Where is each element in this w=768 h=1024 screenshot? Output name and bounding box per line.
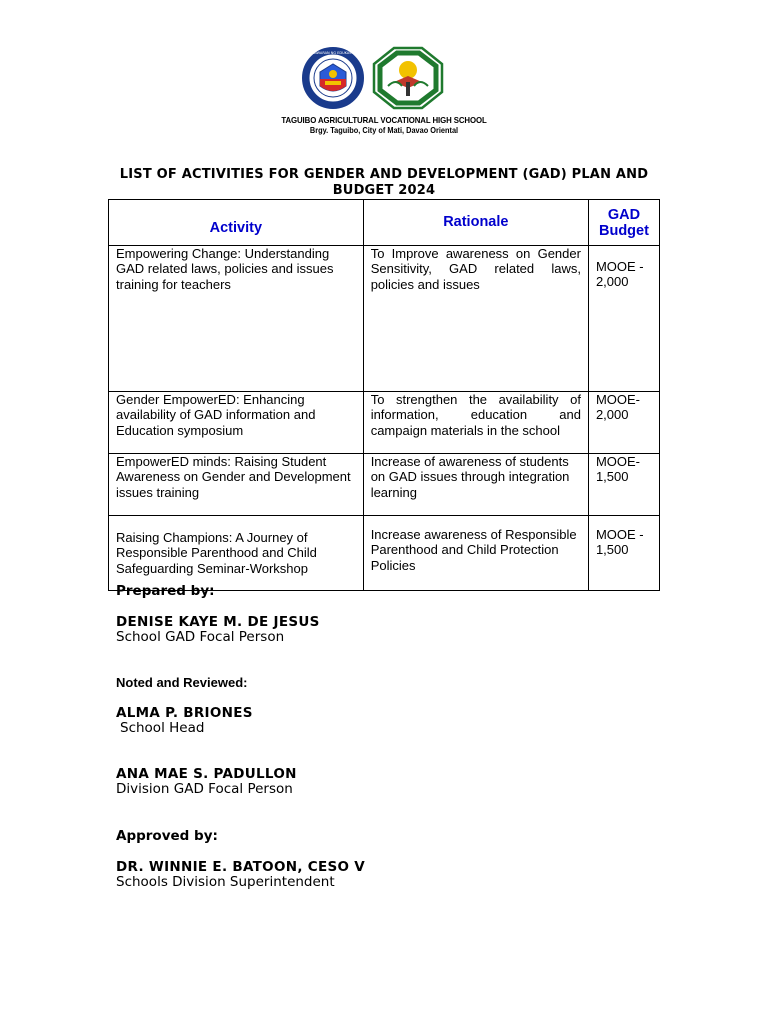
deped-seal-text: KAGAWARAN NG EDUKASYON [307, 51, 359, 55]
budget-cell: MOOE- 2,000 [588, 392, 659, 454]
table-row [109, 246, 660, 392]
school-name: TAGUIBO AGRICULTURAL VOCATIONAL HIGH SCHOOL [281, 115, 487, 125]
table-header-row [109, 200, 660, 246]
approved-by-role: Schools Division Superintendent [116, 874, 335, 890]
budget-cell: MOOE - 2,000 [588, 246, 659, 392]
activity-cell: EmpowerED minds: Raising Student Awareness on Gender and Development issues training [109, 454, 364, 516]
noted-name-1: ALMA P. BRIONES [116, 705, 253, 721]
rationale-cell: To Improve awareness on Gender Sensitivity, GAD related laws, policies and issues [363, 246, 588, 392]
rationale-cell: To strengthen the availability of information, education and campaign materials in the school [363, 392, 588, 454]
header-rationale: Rationale [363, 200, 588, 246]
table-row [109, 516, 660, 591]
budget-cell: MOOE - 1,500 [588, 516, 659, 591]
activities-table [108, 199, 660, 591]
table-row [109, 392, 660, 454]
table-row [109, 454, 660, 516]
approved-by-name: DR. WINNIE E. BATOON, CESO V [116, 859, 366, 875]
school-address: Brgy. Taguibo, City of Mati, Davao Oriental [309, 126, 459, 135]
rationale-cell: Increase awareness of Responsible Parenthood and Child Protection Policies [363, 516, 588, 591]
deped-seal-icon [300, 46, 366, 110]
noted-name-2: ANA MAE S. PADULLON [116, 766, 297, 782]
header-activity: Activity [109, 200, 364, 246]
school-seal-icon [372, 46, 444, 110]
budget-cell: MOOE- 1,500 [588, 454, 659, 516]
activity-cell: Empowering Change: Understanding GAD related laws, policies and issues training for teachers [109, 246, 364, 392]
rationale-cell: Increase of awareness of students on GAD issues through integration learning [363, 454, 588, 516]
noted-role-1: School Head [120, 720, 205, 736]
noted-role-2: Division GAD Focal Person [116, 781, 293, 797]
header-budget: GAD Budget [588, 200, 659, 246]
document-title: LIST OF ACTIVITIES FOR GENDER AND DEVELOPMENT (GAD) PLAN AND BUDGET 2024 [119, 167, 649, 198]
activity-cell: Gender EmpowerED: Enhancing availability of GAD information and Education symposium [109, 392, 364, 454]
prepared-by-label: Prepared by: [116, 583, 215, 599]
approved-by-label: Approved by: [116, 828, 218, 844]
activity-cell: Raising Champions: A Journey of Responsible Parenthood and Child Safeguarding Seminar-Workshop [109, 516, 364, 591]
noted-reviewed-label: Noted and Reviewed: [116, 675, 248, 690]
prepared-by-name: DENISE KAYE M. DE JESUS [116, 614, 320, 630]
prepared-by-role: School GAD Focal Person [116, 629, 285, 645]
header-logos [298, 46, 448, 110]
